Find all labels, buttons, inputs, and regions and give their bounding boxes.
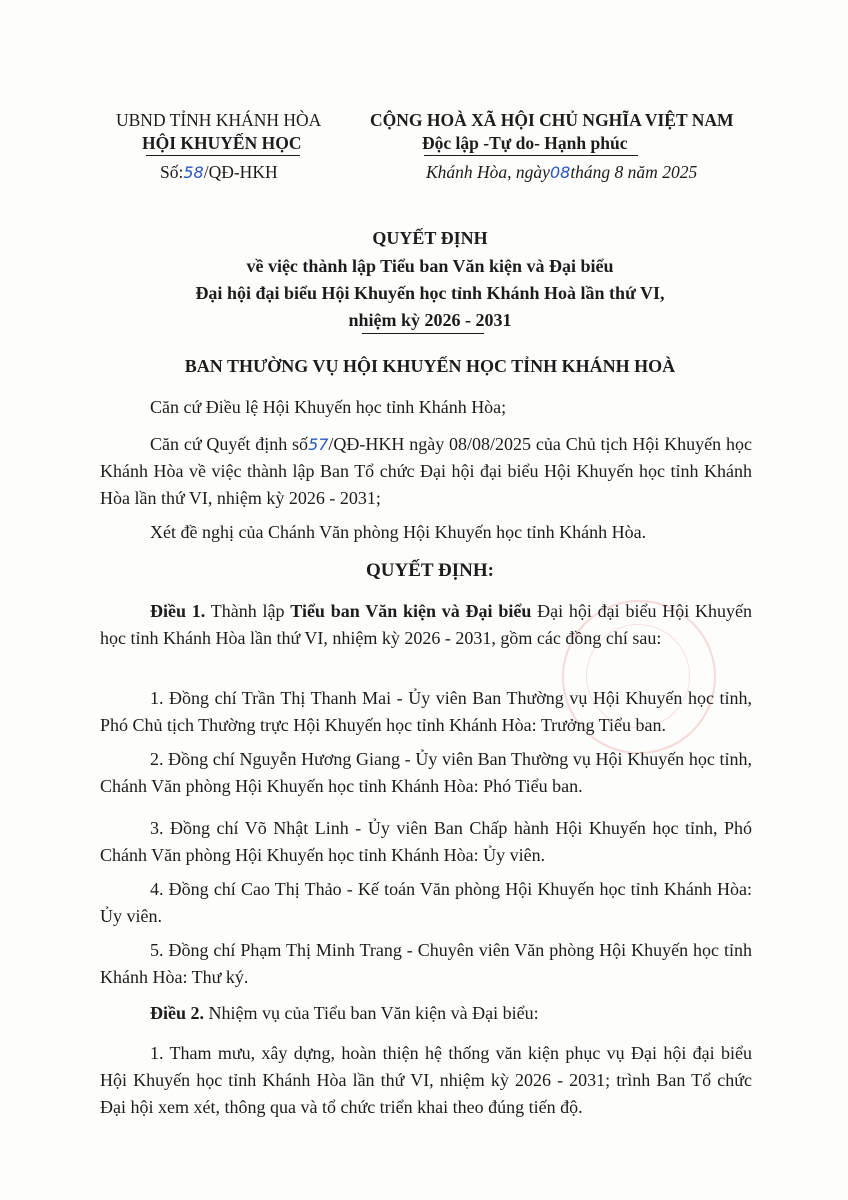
article-1-label: Điều 1. [150, 601, 206, 621]
article-2-label: Điều 2. [150, 1003, 204, 1023]
decide-heading: QUYẾT ĐỊNH: [366, 560, 494, 581]
article-1 [100, 598, 752, 652]
member-1: 1. Đồng chí Trần Thị Thanh Mai - Ủy viên Ban Thường vụ Hội Khuyến học tỉnh, Phó Chủ tịch Thường trực Hội Khuyến học tỉnh Khánh Hòa: Trưởng Tiểu ban. [100, 688, 752, 735]
basis-1: Căn cứ Điều lệ Hội Khuyến học tỉnh Khánh Hòa; [150, 397, 507, 417]
national-title: CỘNG HOÀ XÃ HỘI CHỦ NGHĨA VIỆT NAM [370, 110, 734, 130]
title-underline [362, 333, 484, 334]
basis-2-handwritten: 57 [308, 435, 329, 454]
motto: Độc lập -Tự do- Hạnh phúc [422, 133, 628, 153]
title-line-1: về việc thành lập Tiểu ban Văn kiện và Đại biểu [246, 256, 614, 276]
article-2-text: Nhiệm vụ của Tiểu ban Văn kiện và Đại biểu: [204, 1003, 539, 1023]
org-name: HỘI KHUYẾN HỌC [142, 133, 302, 153]
article-2 [100, 1000, 752, 1027]
basis-2 [100, 431, 752, 512]
basis-2-suffix: /QĐ-HKH ngày 08/08/2025 của Chủ tịch Hội Khuyến học Khánh Hòa về việc thành lập Ban Tổ chức Đại hội đại biểu Hội Khuyến học tỉnh Khánh Hòa lần thứ VI, nhiệm kỳ 2026 - 2031; [100, 434, 752, 508]
article-1-text-bold: Tiểu ban Văn kiện và Đại biểu [290, 601, 532, 621]
article-1-text-b: Đại hội đại biểu Hội Khuyến học tỉnh Khánh Hòa lần thứ VI, nhiệm kỳ 2026 - 2031, gồm các đồng chí sau: [100, 601, 752, 648]
article-1-text-a: Thành lập [205, 601, 291, 621]
issuer: BAN THƯỜNG VỤ HỘI KHUYẾN HỌC TỈNH KHÁNH HOÀ [184, 356, 676, 376]
task-1: 1. Tham mưu, xây dựng, hoàn thiện hệ thống văn kiện phục vụ Đại hội đại biểu Hội Khuyến học tỉnh Khánh Hòa lần thứ VI, nhiệm kỳ 2026 - 2031; trình Ban Tổ chức Đại hội xem xét, thông qua và tổ chức triển khai theo đúng tiến độ. [100, 1043, 752, 1117]
document-number [160, 162, 278, 183]
member-3: 3. Đồng chí Võ Nhật Linh - Ủy viên Ban Chấp hành Hội Khuyến học tỉnh, Phó Chánh Văn phòng Hội Khuyến học tỉnh Khánh Hòa: Ủy viên. [100, 818, 752, 865]
title-line-2: Đại hội đại biểu Hội Khuyến học tỉnh Khánh Hoà lần thứ VI, [195, 283, 665, 303]
member-4: 4. Đồng chí Cao Thị Thảo - Kế toán Văn phòng Hội Khuyến học tỉnh Khánh Hòa: Ủy viên. [100, 879, 752, 926]
decision-heading: QUYẾT ĐỊNH [372, 228, 488, 248]
org-name-underline [146, 155, 300, 156]
basis-2-prefix: Căn cứ Quyết định số [150, 434, 309, 454]
document-date [426, 162, 697, 183]
member-2: 2. Đồng chí Nguyễn Hương Giang - Ủy viên Ban Thường vụ Hội Khuyến học tỉnh, Chánh Văn phòng Hội Khuyến học tỉnh Khánh Hòa: Phó Tiểu ban. [100, 749, 752, 796]
number-handwritten: 58 [183, 163, 204, 182]
title-line-3: nhiệm kỳ 2026 - 2031 [348, 310, 512, 330]
motto-underline [424, 155, 638, 156]
basis-3: Xét đề nghị của Chánh Văn phòng Hội Khuyến học tỉnh Khánh Hòa. [150, 522, 647, 542]
number-suffix: /QĐ-HKH [203, 162, 278, 182]
date-prefix: Khánh Hòa, ngày [426, 162, 550, 182]
number-prefix: Số: [160, 162, 184, 182]
date-day-handwritten: 08 [549, 163, 571, 182]
date-suffix: tháng 8 năm 2025 [570, 162, 698, 182]
org-top: UBND TỈNH KHÁNH HÒA [116, 110, 322, 130]
member-5: 5. Đồng chí Phạm Thị Minh Trang - Chuyên viên Văn phòng Hội Khuyến học tỉnh Khánh Hòa: Thư ký. [100, 940, 752, 987]
